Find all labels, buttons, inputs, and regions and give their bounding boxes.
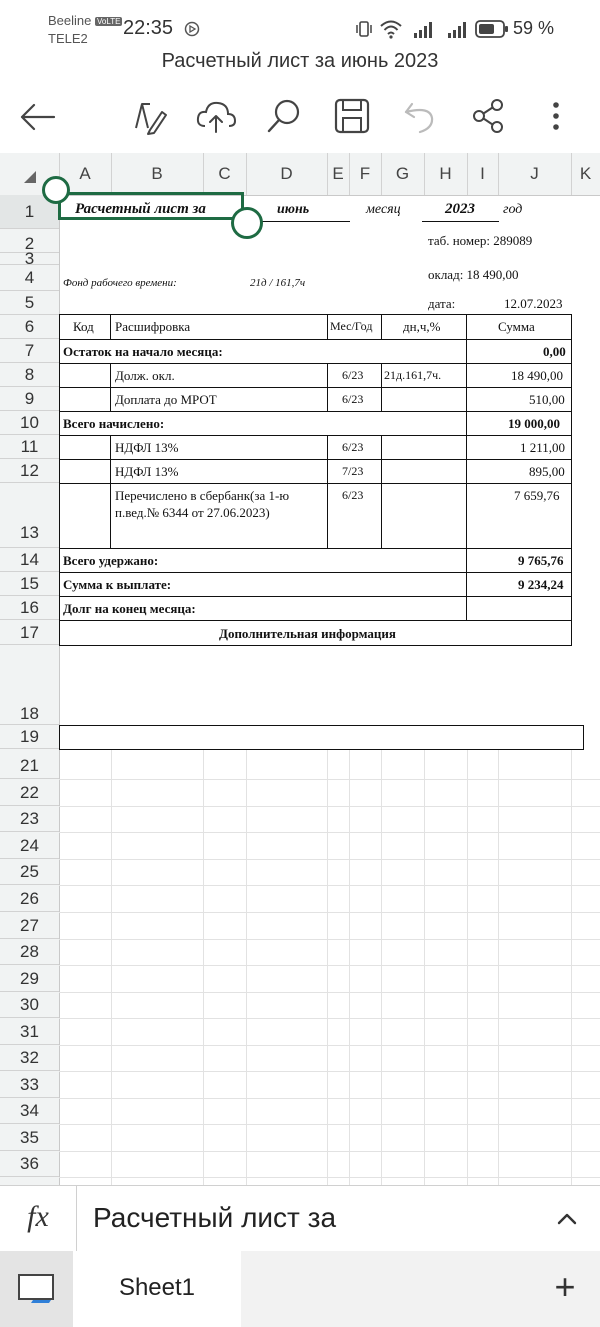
cell-date[interactable]: 12.07.2023 [504,296,563,311]
cell-header-period[interactable]: Мес/Год [330,319,373,333]
cell-r8-period[interactable]: 6/23 [342,368,364,382]
cell-r13-desc-line1[interactable]: Перечислено в сбербанк(за 1-ю [115,488,290,503]
cell-r11-desc[interactable]: НДФЛ 13% [115,440,179,455]
row-header-2[interactable]: 2 [0,229,59,253]
row-header-1[interactable]: 1 [0,195,59,229]
row-header-9[interactable]: 9 [0,387,59,411]
cell-selection [58,192,244,220]
row-header-5[interactable]: 5 [0,291,59,315]
row-header-32[interactable]: 32 [0,1045,59,1071]
row-header-19[interactable]: 19 [0,725,59,749]
cell-withheld-sum[interactable]: 9 765,76 [518,553,564,568]
column-header-c[interactable]: C [203,153,247,195]
cell-debt-label[interactable]: Долг на конец месяца: [63,601,196,616]
column-header-j[interactable]: J [498,153,572,195]
selection-handle-end[interactable] [231,207,263,239]
wifi-icon [379,18,403,40]
cell-fund-value[interactable]: 21д / 161,7ч [250,277,306,289]
row-header-6[interactable]: 6 [0,315,59,339]
cell-accrued-sum[interactable]: 19 000,00 [508,416,560,431]
cell-opening-label[interactable]: Остаток на начало месяца: [63,344,223,359]
signal-icon-1 [412,19,434,39]
cell-tab-number[interactable]: таб. номер: 289089 [428,233,533,248]
cell-r12-desc[interactable]: НДФЛ 13% [115,464,179,479]
carrier-2: TELE2 [48,31,88,46]
share-icon[interactable] [468,96,508,136]
formula-input[interactable]: Расчетный лист за [93,1202,337,1233]
more-icon[interactable] [540,96,572,136]
cell-header-code[interactable]: Код [73,319,94,334]
selection-handle-start[interactable] [42,176,70,204]
cell-payout-sum[interactable]: 9 234,24 [518,577,564,592]
cell-opening-sum[interactable]: 0,00 [543,344,566,359]
row-header-11[interactable]: 11 [0,435,59,459]
row-header-7[interactable]: 7 [0,339,59,363]
cell-r9-sum[interactable]: 510,00 [529,392,565,407]
cell-r13-desc-line2[interactable]: п.вед.№ 6344 от 27.06.2023) [115,505,270,520]
row-header-27[interactable]: 27 [0,912,59,939]
row-header-26[interactable]: 26 [0,885,59,912]
cell-r8-desc[interactable]: Долж. окл. [115,368,175,383]
cell-r12-period[interactable]: 7/23 [342,464,364,478]
cell-title[interactable]: Расчетный лист за [75,201,206,217]
row-header-24[interactable]: 24 [0,832,59,859]
row-header-14[interactable]: 14 [0,548,59,572]
column-header-i[interactable]: I [467,153,499,195]
back-arrow-icon[interactable] [16,98,58,136]
cell-r11-period[interactable]: 6/23 [342,440,364,454]
row-header-29[interactable]: 29 [0,965,59,992]
cell-r12-sum[interactable]: 895,00 [529,464,565,479]
fx-icon[interactable]: fx [0,1186,77,1252]
cell-r8-sum[interactable]: 18 490,00 [511,368,563,383]
row-header-4[interactable]: 4 [0,265,59,291]
search-icon[interactable] [264,96,304,136]
cell-salary[interactable]: оклад: 18 490,00 [428,267,519,282]
row-header-31[interactable]: 31 [0,1018,59,1045]
row-header-17[interactable]: 17 [0,620,59,645]
undo-icon[interactable] [400,96,440,136]
row-header-13[interactable]: 13 [0,483,59,548]
cell-header-sum[interactable]: Сумма [498,319,535,334]
cell-extra-info[interactable]: Дополнительная информация [219,626,396,641]
cell-month-label[interactable]: месяц [366,202,401,217]
volte-badge: VoLTE [97,16,121,26]
sheet-tabs-bar [0,1251,600,1327]
row-header-34[interactable]: 34 [0,1098,59,1124]
row-header-35[interactable]: 35 [0,1124,59,1151]
cell-payout-label[interactable]: Сумма к выплате: [63,577,172,592]
pen-icon[interactable] [130,96,170,136]
cell-year[interactable]: 2023 [445,201,475,217]
battery-icon [475,20,509,38]
column-header-e[interactable]: E [327,153,350,195]
vibrate-icon [354,19,374,39]
row-headers [0,195,60,1185]
row-header-12[interactable]: 12 [0,459,59,483]
column-header-d[interactable]: D [246,153,328,195]
sheet-list-button[interactable] [0,1251,73,1327]
battery-level: 59 % [513,18,555,38]
column-header-g[interactable]: G [381,153,425,195]
cell-r8-days[interactable]: 21д.161,7ч. [384,368,442,382]
cell-r13-period[interactable]: 6/23 [342,488,364,502]
cell-r9-period[interactable]: 6/23 [342,392,364,406]
sheet-list-icon[interactable] [17,1273,57,1305]
cell-accrued-label[interactable]: Всего начислено: [63,416,165,431]
cell-r11-sum[interactable]: 1 211,00 [520,440,566,455]
row-header-18[interactable]: 18 [0,645,59,725]
row-header-33[interactable]: 33 [0,1071,59,1098]
row-header-30[interactable]: 30 [0,992,59,1018]
row-header-16[interactable]: 16 [0,596,59,620]
signal-icon-2 [446,19,468,39]
column-header-f[interactable]: F [349,153,382,195]
column-header-k[interactable]: K [571,153,600,195]
row-header-8[interactable]: 8 [0,363,59,387]
chevron-up-icon[interactable] [552,1206,582,1232]
row-header-10[interactable]: 10 [0,411,59,435]
cell-year-label[interactable]: год [503,202,523,217]
document-title: Расчетный лист за июнь 2023 [161,50,439,72]
column-header-b[interactable]: B [111,153,204,195]
row-header-21[interactable]: 21 [0,749,59,779]
toolbar [0,90,600,144]
column-headers [0,153,600,196]
column-header-a[interactable]: A [59,153,112,195]
tab-sheet1[interactable]: Sheet1 [73,1251,241,1327]
add-sheet-button[interactable]: + [554,1266,576,1307]
cell-month[interactable]: июнь [277,202,310,217]
row-header-28[interactable]: 28 [0,939,59,965]
cell-r13-sum[interactable]: 7 659,76 [514,488,560,503]
row-header-25[interactable]: 25 [0,859,59,885]
cell-withheld-label[interactable]: Всего удержано: [63,553,159,568]
row-header-23[interactable]: 23 [0,806,59,832]
row-header-3[interactable]: 3 [0,253,59,265]
row-header-36[interactable]: 36 [0,1151,59,1177]
cell-header-days[interactable]: дн,ч,% [403,319,441,334]
cell-date-label[interactable]: дата: [428,296,456,311]
save-icon[interactable] [332,96,372,136]
notification-icon [184,21,200,37]
clock: 22:35 [123,17,174,39]
cell-header-desc[interactable]: Расшифровка [115,319,191,334]
row-header-22[interactable]: 22 [0,779,59,806]
cell-r9-desc[interactable]: Доплата до МРОТ [115,392,217,407]
column-header-h[interactable]: H [424,153,468,195]
cloud-upload-icon[interactable] [195,96,237,136]
row-header-15[interactable]: 15 [0,572,59,596]
status-bar [0,0,600,50]
cell-fund-label[interactable]: Фонд рабочего времени: [63,277,177,289]
formula-bar [0,1185,600,1252]
carrier-1: Beeline VoLTE [48,13,121,28]
